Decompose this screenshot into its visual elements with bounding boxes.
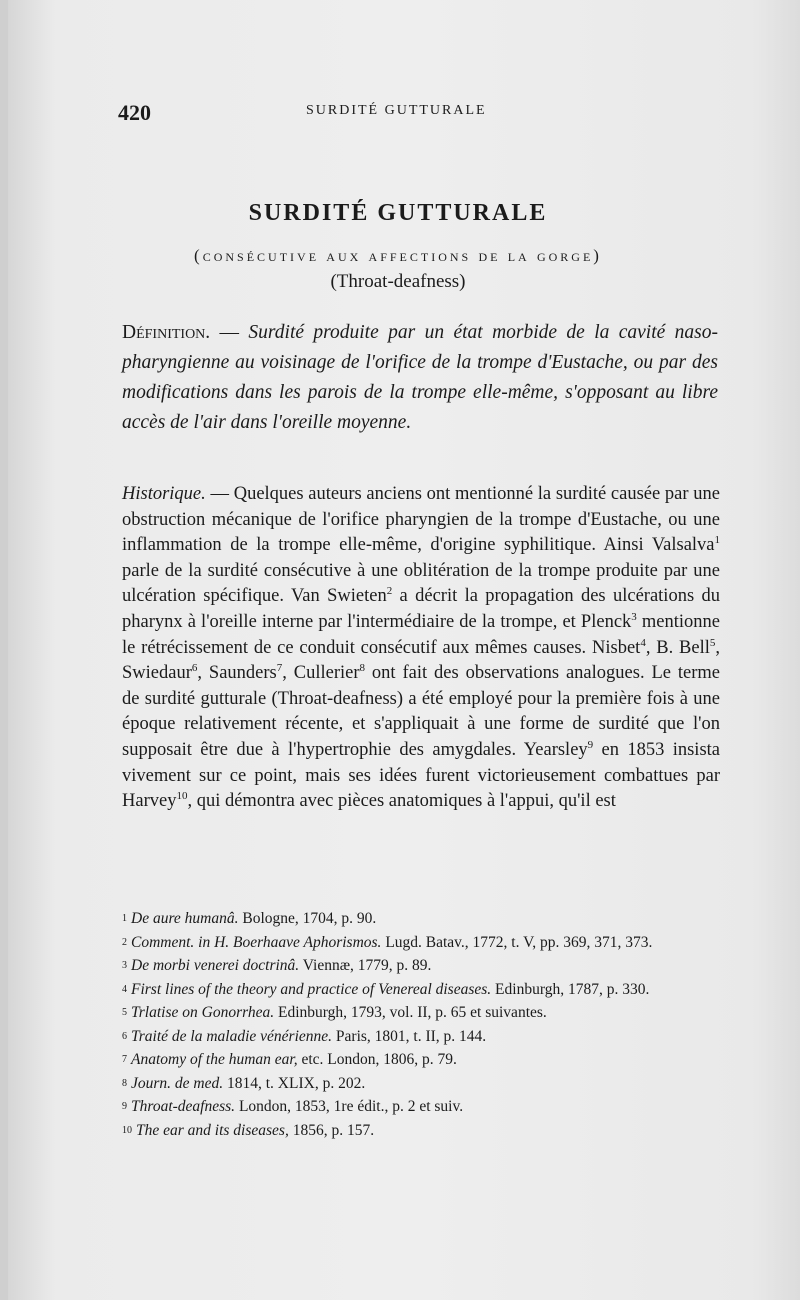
footnote-ref: 5 (709, 636, 716, 649)
footnotes (114, 908, 720, 1143)
historique-text: mentionne le rétrécissement de ce conduit consécutif aux mêmes causes. Nisbet (122, 611, 720, 658)
historique-text: , Cullerier (282, 663, 360, 684)
footnote-ref: 2 (386, 585, 393, 598)
footnote (114, 1049, 720, 1072)
footnote-ref: 4 (640, 636, 646, 649)
footnote-number: 1 (122, 913, 127, 924)
footnote-title: Trlatise on Gonorrhea. (131, 1004, 275, 1021)
footnote-ref: 1 (714, 534, 720, 547)
footnote-number: 10 (122, 1124, 132, 1136)
definition-text: Surdité produite par un état morbide de la cavité naso-pharyngienne au voisinage de l'orifice de la trompe d'Eustache, ou par des modifications dans les parois de la trompe elle-même, s'opposant au libre accès de l'air dans l'oreille moyenne. (122, 322, 718, 433)
footnote-number: 9 (122, 1101, 127, 1112)
footnote-title: De morbi venerei doctrinâ. (131, 957, 300, 974)
footnote-number: 4 (122, 983, 127, 995)
chapter-subtitle-english: (Throat-deafness) (330, 271, 466, 292)
footnote (114, 1026, 720, 1049)
historique-text: Quelques auteurs anciens ont mentionné la surdité causée par une obstruction mécanique de l'orifice pharyngien de la trompe d'Eustache, ou une inflammation de la trompe elle-même, d'origine syphilitique. Ainsi Valsalva (122, 484, 720, 556)
footnote (114, 908, 720, 931)
historique-text: en 1853 insista vivement sur ce point, mais ses idées furent victorieusement combattues par Harvey (122, 739, 720, 812)
historique-text: , B. Bell (645, 637, 710, 658)
footnote-details: 1814, t. XLIX, p. 202. (223, 1074, 366, 1092)
historique-dash: — (205, 484, 234, 504)
footnote-number: 5 (122, 1007, 127, 1018)
footnote (114, 1002, 720, 1025)
footnote-details: Lugd. Batav., 1772, t. V, pp. 369, 371, 373. (381, 933, 653, 951)
footnote-number: 2 (122, 936, 127, 948)
historique-text: , qui démontra avec pièces anatomiques à l'appui, qu'il est (187, 791, 616, 812)
footnote-number: 6 (122, 1030, 127, 1042)
footnote-title: First lines of the theory and practice of Venereal diseases. (131, 980, 492, 998)
historique-text: , Swiedaur (122, 637, 721, 684)
page-number: 420 (118, 100, 151, 125)
footnote (114, 979, 720, 1002)
footnote-number: 7 (122, 1054, 127, 1065)
footnote-details: Edinburgh, 1787, p. 330. (491, 980, 650, 998)
footnote-title: Anatomy of the human ear, (131, 1051, 298, 1068)
footnote-details: Bologne, 1704, p. 90. (238, 910, 377, 927)
footnote-title: Traité de la maladie vénérienne. (131, 1027, 333, 1045)
footnote-details: etc. London, 1806, p. 79. (297, 1051, 457, 1068)
book-page (8, 0, 800, 1300)
footnote-ref: 7 (276, 662, 283, 674)
running-header (118, 100, 718, 130)
footnote-number: 8 (122, 1077, 127, 1089)
footnote-details: 1856, p. 157. (288, 1121, 375, 1139)
chapter-title: SURDITÉ GUTTURALE (248, 200, 548, 226)
footnote-ref: 10 (176, 789, 188, 802)
footnote-title: Comment. in H. Boerhaave Aphorismos. (131, 933, 382, 951)
historique-paragraph (122, 482, 720, 815)
footnote-ref: 8 (359, 662, 366, 674)
footnote-ref: 9 (587, 738, 594, 751)
definition-dash: — (210, 322, 249, 343)
running-title: SURDITÉ GUTTURALE (306, 103, 487, 118)
footnote-number: 3 (122, 960, 127, 971)
footnote-details: Viennæ, 1779, p. 89. (299, 957, 432, 974)
definition-paragraph (122, 318, 718, 438)
historique-text: ont fait des observations analogues. Le terme de surdité gutturale (Throat-deafness) a été employé pour la première fois à une époque relativement récente, et s'appliquait à une forme de surdité que l'on supposait être due à l'hypertrophie des amygdales. Yearsley (122, 663, 720, 760)
footnote (114, 1073, 720, 1096)
historique-label: Historique. (122, 484, 206, 504)
footnote-details: London, 1853, 1re édit., p. 2 et suiv. (235, 1098, 464, 1115)
historique-text: a décrit la propagation des ulcérations du pharynx à l'oreille interne par l'intermédiaire de la trompe, et Plenck (122, 586, 720, 632)
footnote-details: Edinburgh, 1793, vol. II, p. 65 et suivantes. (274, 1004, 547, 1021)
definition-label: Définition. (122, 322, 211, 343)
footnote (114, 1120, 720, 1143)
footnote (114, 1096, 720, 1119)
footnote-ref: 3 (631, 610, 637, 623)
footnote-ref: 6 (191, 662, 198, 674)
footnote (114, 955, 720, 978)
chapter-subtitle: (consécutive aux affections de la gorge) (194, 246, 602, 265)
footnote-title: Throat-deafness. (131, 1098, 236, 1115)
footnote-title: De aure humanâ. (131, 910, 239, 927)
historique-text: , Saunders (197, 663, 277, 684)
footnote (114, 932, 720, 955)
footnote-title: The ear and its diseases, (136, 1121, 289, 1139)
historique-text: parle de la surdité consécutive à une oblitération de la trompe produite par une ulcération spécifique. Van Swieten (122, 560, 720, 607)
footnote-title: Journ. de med. (131, 1074, 224, 1092)
footnote-details: Paris, 1801, t. II, p. 144. (332, 1027, 487, 1045)
